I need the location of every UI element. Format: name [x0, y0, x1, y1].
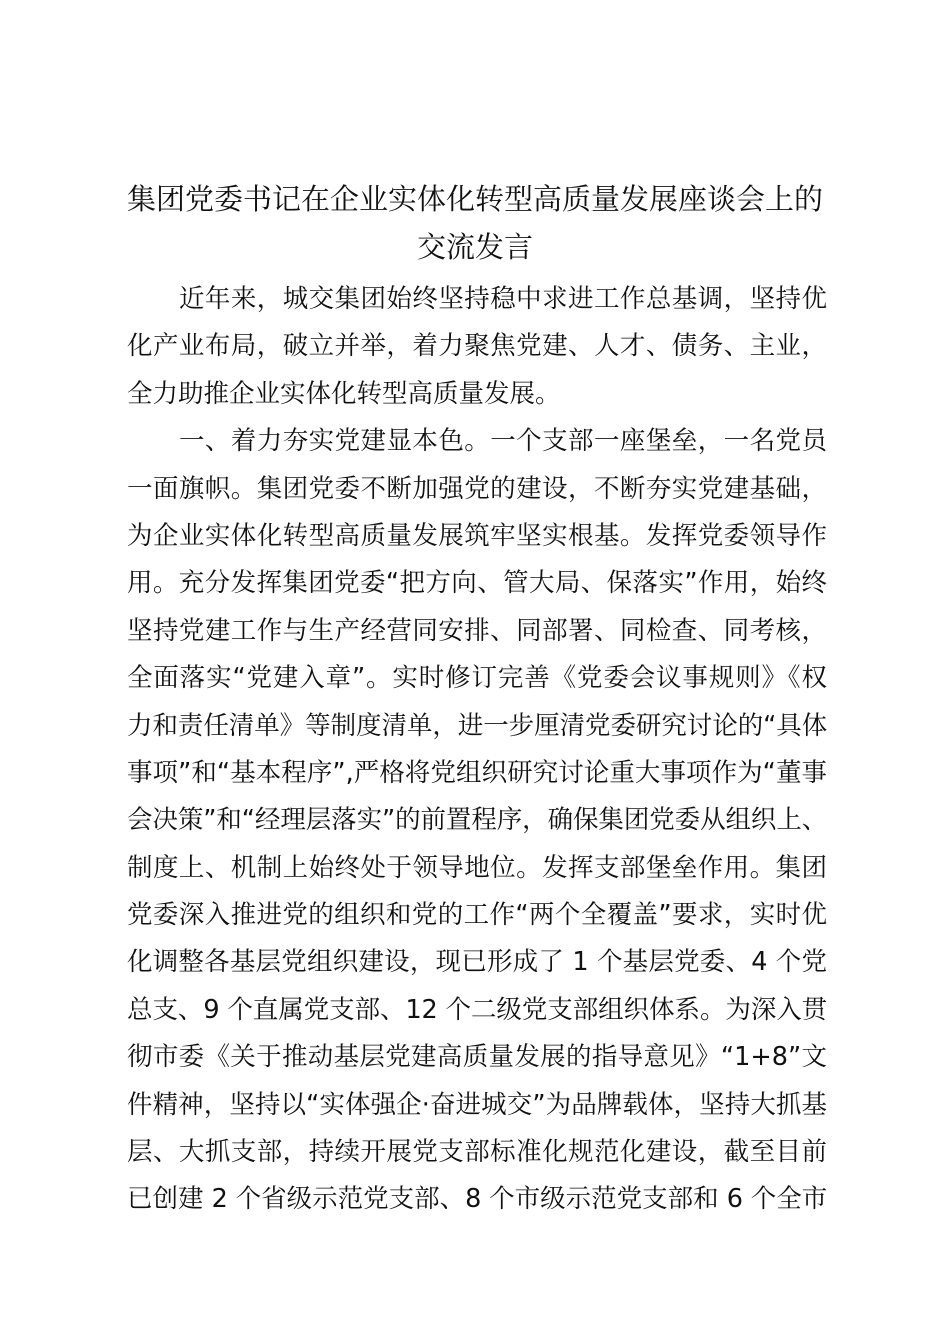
text-line: 党委深入推进党的组织和党的工作“两个全覆盖”要求，实时优: [127, 900, 827, 931]
text-line: 一、着力夯实党建显本色。一个支部一座堡垒，一名党员: [179, 426, 827, 457]
text-line: 层、大抓支部，持续开展党支部标准化规范化建设，截至目前: [127, 1137, 827, 1168]
document-title-line-2: 交流发言: [416, 230, 533, 264]
body-text: [127, 276, 827, 1224]
text-line: 为企业实体化转型高质量发展筑牢坚实根基。发挥党委领导作: [127, 520, 827, 551]
text-line: 全力助推企业实体化转型高质量发展。: [127, 378, 561, 409]
text-line: 彻市委《关于推动基层党建高质量发展的指导意见》“1+8”文: [127, 1042, 827, 1073]
text-line: 全面落实“党建入章”。实时修订完善《党委会议事规则》《权: [127, 663, 827, 694]
text-line: 制度上、机制上始终处于领导地位。发挥支部堡垒作用。集团: [127, 852, 827, 883]
text-line: 会决策”和“经理层落实”的前置程序，确保集团党委从组织上、: [127, 805, 827, 836]
text-line: 化调整各基层党组织建设，现已形成了 1 个基层党委、4 个党: [127, 947, 827, 978]
paragraph-intro: [127, 276, 827, 418]
document-title-line-1: 集团党委书记在企业实体化转型高质量发展座谈会上的: [126, 182, 823, 216]
text-line: 总支、9 个直属党支部、12 个二级党支部组织体系。为深入贯: [127, 994, 827, 1025]
text-line: 事项”和“基本程序”,严格将党组织研究讨论重大事项作为“董事: [127, 757, 827, 788]
text-line: 化产业布局，破立并举，着力聚焦党建、人才、债务、主业，: [127, 331, 827, 362]
paragraph-section-one: [127, 418, 827, 1224]
text-line: 用。充分发挥集团党委“把方向、管大局、保落实”作用，始终: [127, 568, 827, 599]
text-line: 件精神，坚持以“实体强企·奋进城交”为品牌载体，坚持大抓基: [127, 1089, 827, 1120]
text-line: 力和责任清单》等制度清单，进一步厘清党委研究讨论的“具体: [127, 710, 827, 741]
text-line: 一面旗帜。集团党委不断加强党的建设，不断夯实党建基础，: [127, 473, 827, 504]
text-line: 近年来，城交集团始终坚持稳中求进工作总基调，坚持优: [179, 284, 827, 314]
text-line: 坚持党建工作与生产经营同安排、同部署、同检查、同考核，: [127, 615, 827, 646]
text-line: 已创建 2 个省级示范党支部、8 个市级示范党支部和 6 个全市: [127, 1184, 827, 1215]
